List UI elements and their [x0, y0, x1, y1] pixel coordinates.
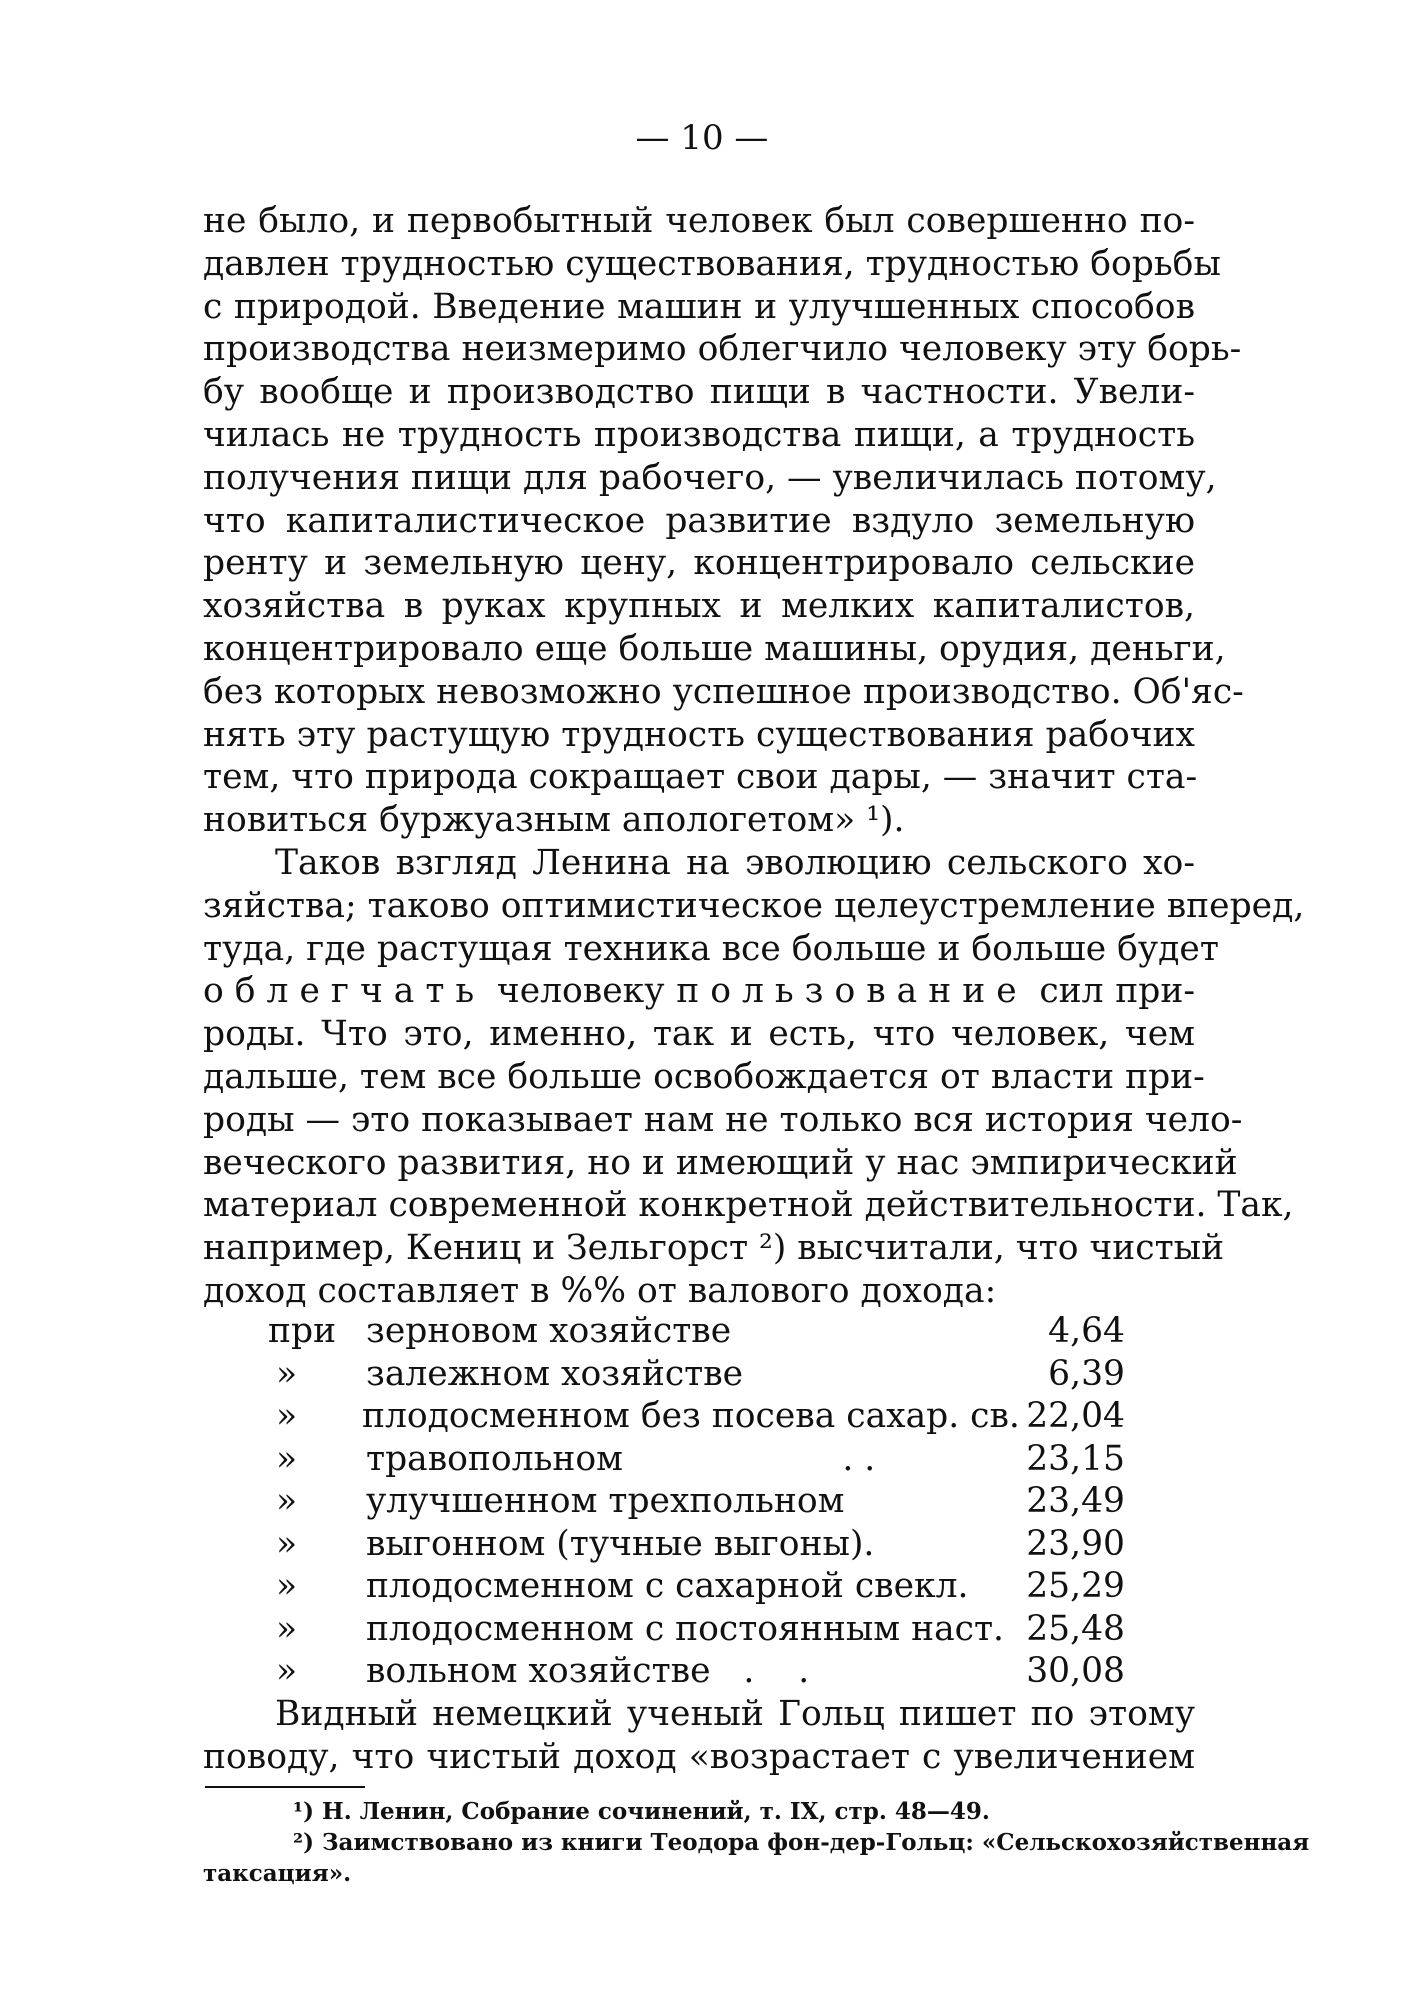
- text-fragment: человеку: [485, 971, 677, 1012]
- row-prefix: »: [276, 1608, 298, 1649]
- text-line: получения пищи для рабочего, — увеличилась потому,: [203, 457, 1217, 498]
- text-line: с природой. Введение машин и улучшенных способов: [203, 286, 1195, 327]
- table-row: [203, 1310, 1125, 1353]
- text-line: роды. Что это, именно, так и есть, что человек, чем: [203, 1014, 1195, 1055]
- row-value: 23,90: [1026, 1523, 1125, 1564]
- row-value: 23,49: [1026, 1481, 1125, 1521]
- text-line: тем, что природа сокращает свои дары, — значит ста-: [203, 757, 1198, 798]
- row-prefix: »: [276, 1481, 298, 1521]
- row-label: залежном хозяйстве: [366, 1353, 744, 1394]
- text-line: бу вообще и производство пищи в частности. Увели-: [203, 372, 1195, 413]
- table-row: [203, 1353, 1125, 1396]
- row-label: плодосменном с сахарной свекл.: [366, 1566, 969, 1606]
- paragraph-2-first-line: Таков взгляд Ленина на эволюцию сельского хо-: [275, 842, 1195, 883]
- footnote-2-continued: таксация».: [203, 1860, 352, 1887]
- text-line: ренту и земельную цену, концентрировало сельские: [203, 543, 1195, 584]
- row-label: выгонном (тучные выгоны).: [366, 1523, 875, 1564]
- table-row: [203, 1480, 1125, 1523]
- table-row: [203, 1523, 1125, 1566]
- text-line: не было, и первобытный человек был совершенно по-: [203, 201, 1195, 241]
- text-line: Видный немецкий ученый Гольц пишет по этому: [275, 1694, 1195, 1734]
- row-value: 30,08: [1026, 1651, 1125, 1691]
- text-line: поводу, что чистый доход «возрастает с увеличением: [203, 1736, 1195, 1777]
- text-line: чилась не трудность производства пищи, а трудность: [203, 414, 1195, 455]
- paragraph-1: [203, 200, 1305, 1313]
- text-line: концентрировало еще больше машины, орудия, деньги,: [203, 628, 1226, 669]
- page-number: — 10 —: [635, 118, 769, 158]
- row-label: плодосменном с постоянным наст.: [366, 1608, 1005, 1649]
- emphasis-spaced: облегчать: [203, 971, 486, 1012]
- footnotes: [203, 1796, 1310, 1889]
- row-value: 25,48: [1026, 1608, 1125, 1649]
- row-prefix: »: [276, 1396, 298, 1436]
- row-prefix: »: [276, 1353, 298, 1394]
- paragraph-3: [203, 1693, 1195, 1779]
- text-line: доход составляет в %% от валового дохода:: [203, 1270, 997, 1311]
- text-line-spaced: [203, 970, 1195, 1013]
- table-row: [203, 1565, 1125, 1608]
- text-fragment: сил при-: [1027, 971, 1195, 1012]
- table-row: [203, 1608, 1125, 1651]
- footnote-divider: [205, 1786, 365, 1788]
- row-label: улучшенном трехпольном: [366, 1481, 845, 1521]
- row-prefix: »: [276, 1523, 298, 1564]
- text-line: новиться буржуазным апологетом» ¹).: [203, 800, 905, 841]
- text-line: нять эту растущую трудность существования рабочих: [203, 714, 1195, 755]
- text-line: веческого развития, но и имеющий у нас эмпирический: [203, 1142, 1238, 1183]
- text-line: без которых невозможно успешное производство. Об'яс-: [203, 671, 1244, 712]
- text-line: давлен трудностью существования, трудностью борьбы: [203, 243, 1221, 284]
- row-prefix: при: [268, 1311, 337, 1351]
- row-value: 4,64: [1048, 1311, 1125, 1351]
- table-row: [203, 1395, 1125, 1438]
- footnote-2: ²) Заимствовано из книги Теодора фон-дер-Гольц: «Сельскохозяйственная: [293, 1829, 1310, 1856]
- text-line: туда, где растущая техника все больше и больше будет: [203, 928, 1219, 969]
- row-value: 25,29: [1026, 1566, 1125, 1606]
- row-prefix: »: [276, 1438, 298, 1479]
- footnote-1: ¹) Н. Ленин, Собрание сочинений, т. IX, стр. 48—49.: [293, 1798, 990, 1825]
- row-label: вольном хозяйстве . .: [366, 1651, 810, 1691]
- row-prefix: »: [276, 1566, 298, 1606]
- text-line: роды — это показывает нам не только вся история чело-: [203, 1099, 1243, 1140]
- row-label: плодосменном без посева сахар. св.: [361, 1396, 1020, 1436]
- text-line: производства неизмеримо облегчило человеку эту борь-: [203, 329, 1242, 370]
- emphasis-spaced: пользование: [676, 971, 1028, 1012]
- text-line: например, Кениц и Зельгорст ²) высчитали, что чистый: [203, 1228, 1225, 1269]
- row-value: 22,04: [1026, 1396, 1125, 1436]
- row-label: зерновом хозяйстве: [366, 1311, 732, 1351]
- row-prefix: »: [276, 1651, 298, 1691]
- table-row: [203, 1438, 1125, 1481]
- table-row: [203, 1650, 1125, 1693]
- text-line: хозяйства в руках крупных и мелких капиталистов,: [203, 586, 1195, 627]
- text-line: материал современной конкретной действительности. Так,: [203, 1185, 1294, 1226]
- row-value: 23,15: [1026, 1438, 1125, 1479]
- text-line: что капиталистическое развитие вздуло земельную: [203, 500, 1195, 541]
- text-line: дальше, тем все больше освобождается от власти при-: [203, 1056, 1205, 1097]
- income-table: [203, 1310, 1125, 1693]
- row-label: травопольном . .: [366, 1438, 876, 1479]
- text-line: зяйства; таково оптимистическое целеустремление вперед,: [203, 885, 1305, 926]
- row-value: 6,39: [1048, 1353, 1125, 1394]
